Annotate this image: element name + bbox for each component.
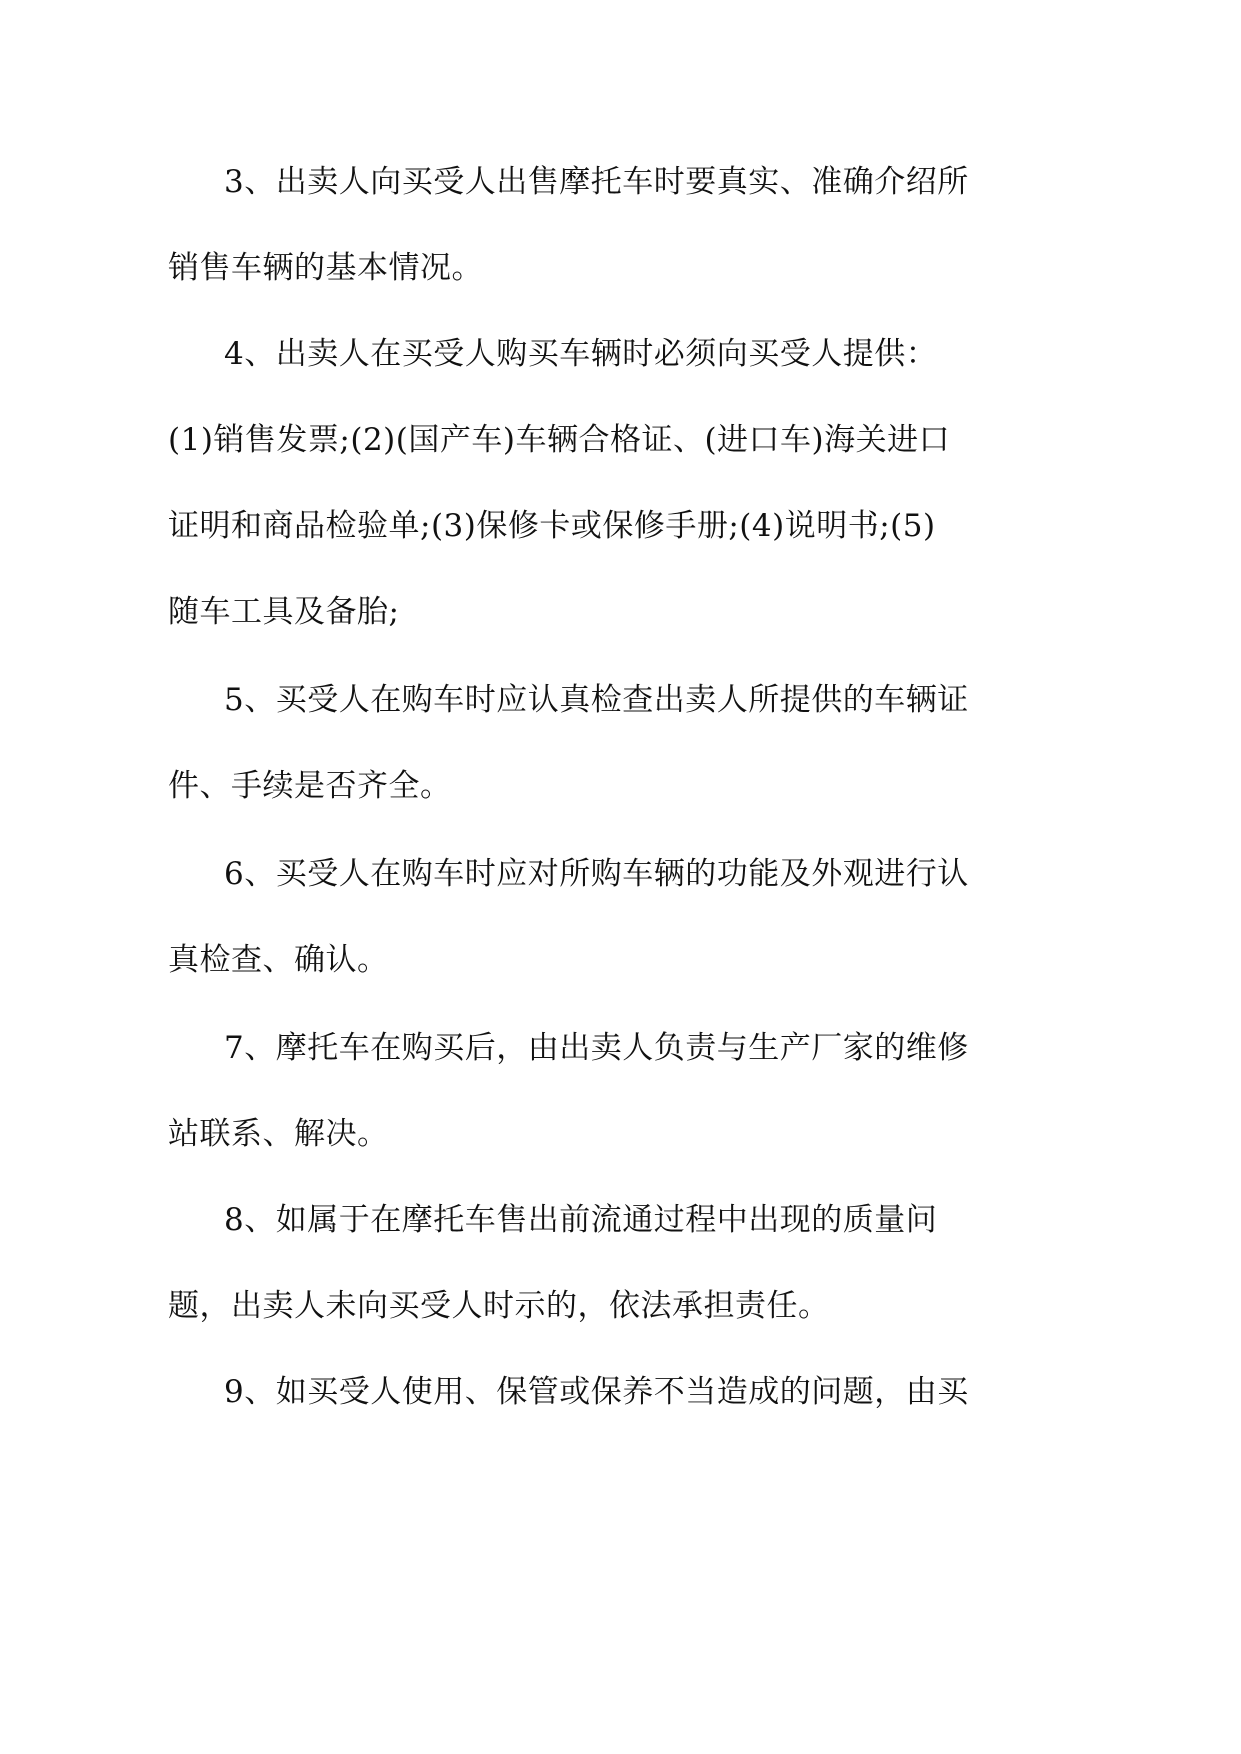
clause-8-line-1: 8、如属于在摩托车售出前流通过程中出现的质量问 [224, 1202, 938, 1238]
clause-4-line-2: (1)销售发票;(2)(国产车)车辆合格证、(进口车)海关进口 [168, 422, 951, 458]
clause-5-line-1: 5、买受人在购车时应认真检查出卖人所提供的车辆证 [224, 682, 969, 718]
clause-4-line-4: 随车工具及备胎; [168, 594, 400, 630]
clause-8-line-2: 题，出卖人未向买受人时示的，依法承担责任。 [168, 1288, 830, 1324]
clause-6-line-2: 真检查、确认。 [168, 942, 389, 978]
clause-4-line-3: 证明和商品检验单;(3)保修卡或保修手册;(4)说明书;(5) [168, 508, 936, 544]
clause-7-line-2: 站联系、解决。 [168, 1116, 389, 1152]
clause-5-line-2: 件、手续是否齐全。 [168, 768, 452, 804]
clause-7-line-1: 7、摩托车在购买后，由出卖人负责与生产厂家的维修 [224, 1030, 969, 1066]
clause-3-line-2: 销售车辆的基本情况。 [168, 250, 483, 286]
clause-3-line-1: 3、出卖人向买受人出售摩托车时要真实、准确介绍所 [224, 164, 969, 200]
clause-9-line-1: 9、如买受人使用、保管或保养不当造成的问题，由买 [224, 1374, 969, 1410]
clause-4-line-1: 4、出卖人在买受人购买车辆时必须向买受人提供： [224, 336, 938, 372]
clause-6-line-1: 6、买受人在购车时应对所购车辆的功能及外观进行认 [224, 856, 969, 892]
